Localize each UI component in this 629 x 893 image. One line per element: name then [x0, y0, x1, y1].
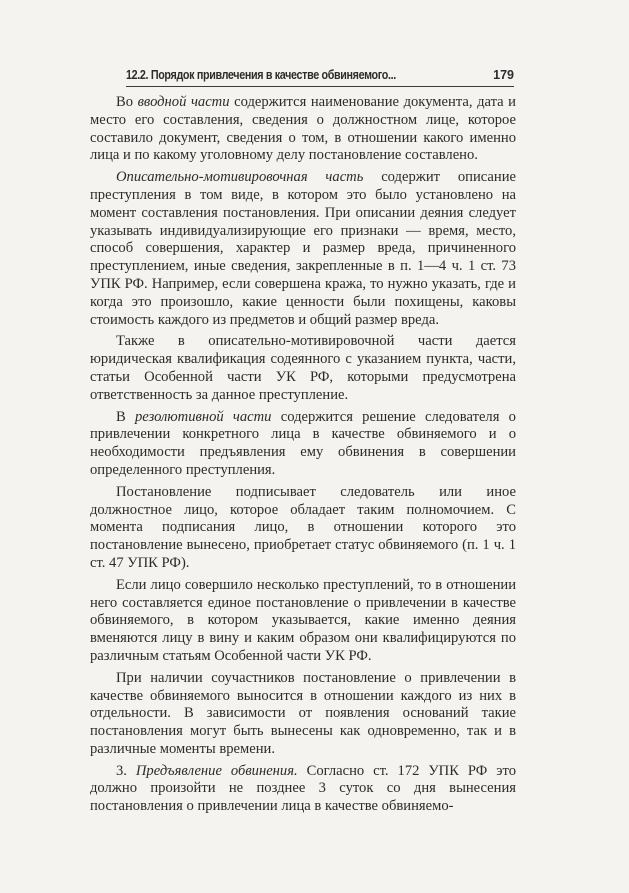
- paragraph-introductory-part: Во вводной части содержится наименование документа, дата и место его составления, сведения о должностном лице, которое составило документ, сведения о том, в отношении какого именно лица и по какому уголовному делу постановление составлено.: [90, 94, 516, 164]
- page-body: [90, 94, 516, 820]
- paragraph-signing: Постановление подписывает следователь или иное должностное лицо, которое обладает таким полномочием. С момента подписания лицо, в отношении которого это постановление вынесено, приобретает статус обвиняемого (п. 1 ч. 1 ст. 47 УПК РФ).: [90, 483, 516, 571]
- paragraph-accomplices: При наличии соучастников постановление о привлечении в качестве обвиняемого выносится в отношении каждого из них в отдельности. В зависимости от появления оснований такие постановления могут быть вынесены как одновременно, так и в различные моменты времени.: [90, 669, 516, 757]
- paragraph-qualification: Также в описательно-мотивировочной части дается юридическая квалификация содеянного с указанием пункта, части, статьи Особенной части УК РФ, которыми предусмотрена ответственность за данное преступление.: [90, 333, 516, 403]
- paragraph-presenting-charge: 3. Предъявление обвинения. Согласно ст. 172 УПК РФ это должно произойти не позднее 3 суток со дня вынесения постановления о привлечении лица в качестве обвиняемо-: [90, 762, 516, 815]
- header-title: 12.2. Порядок привлечения в качестве обвиняемого...: [126, 68, 396, 82]
- paragraph-descriptive-part: Описательно-мотивировочная часть содержит описание преступления в том виде, в котором это было установлено на момент составления постановления. При описании деяния следует указывать индивидуализирующие его признаки — время, место, способ совершения, характер и размер вреда, причиненного преступлением, иные сведения, закрепленные в п. 1—4 ч. 1 ст. 73 УПК РФ. Например, если совершена кража, то нужно указать, где и когда это произошло, какие ценности были похищены, каковы стоимость каждого из предметов и общий размер вреда.: [90, 169, 516, 328]
- paragraph-resolutive-part: В резолютивной части содержится решение следователя о привлечении конкретного лица в качестве обвиняемого и о необходимости предъявления ему обвинения в совершении определенного преступления.: [90, 408, 516, 478]
- running-header: [126, 68, 514, 87]
- paragraph-multiple-crimes: Если лицо совершило несколько преступлений, то в отношении него составляется единое постановление о привлечении в качестве обвиняемого, в котором указывается, какие именно деяния вменяются лицу в вину и каким образом они квалифицируются по различным статьям Особенной части УК РФ.: [90, 576, 516, 664]
- page-number: 179: [493, 68, 514, 82]
